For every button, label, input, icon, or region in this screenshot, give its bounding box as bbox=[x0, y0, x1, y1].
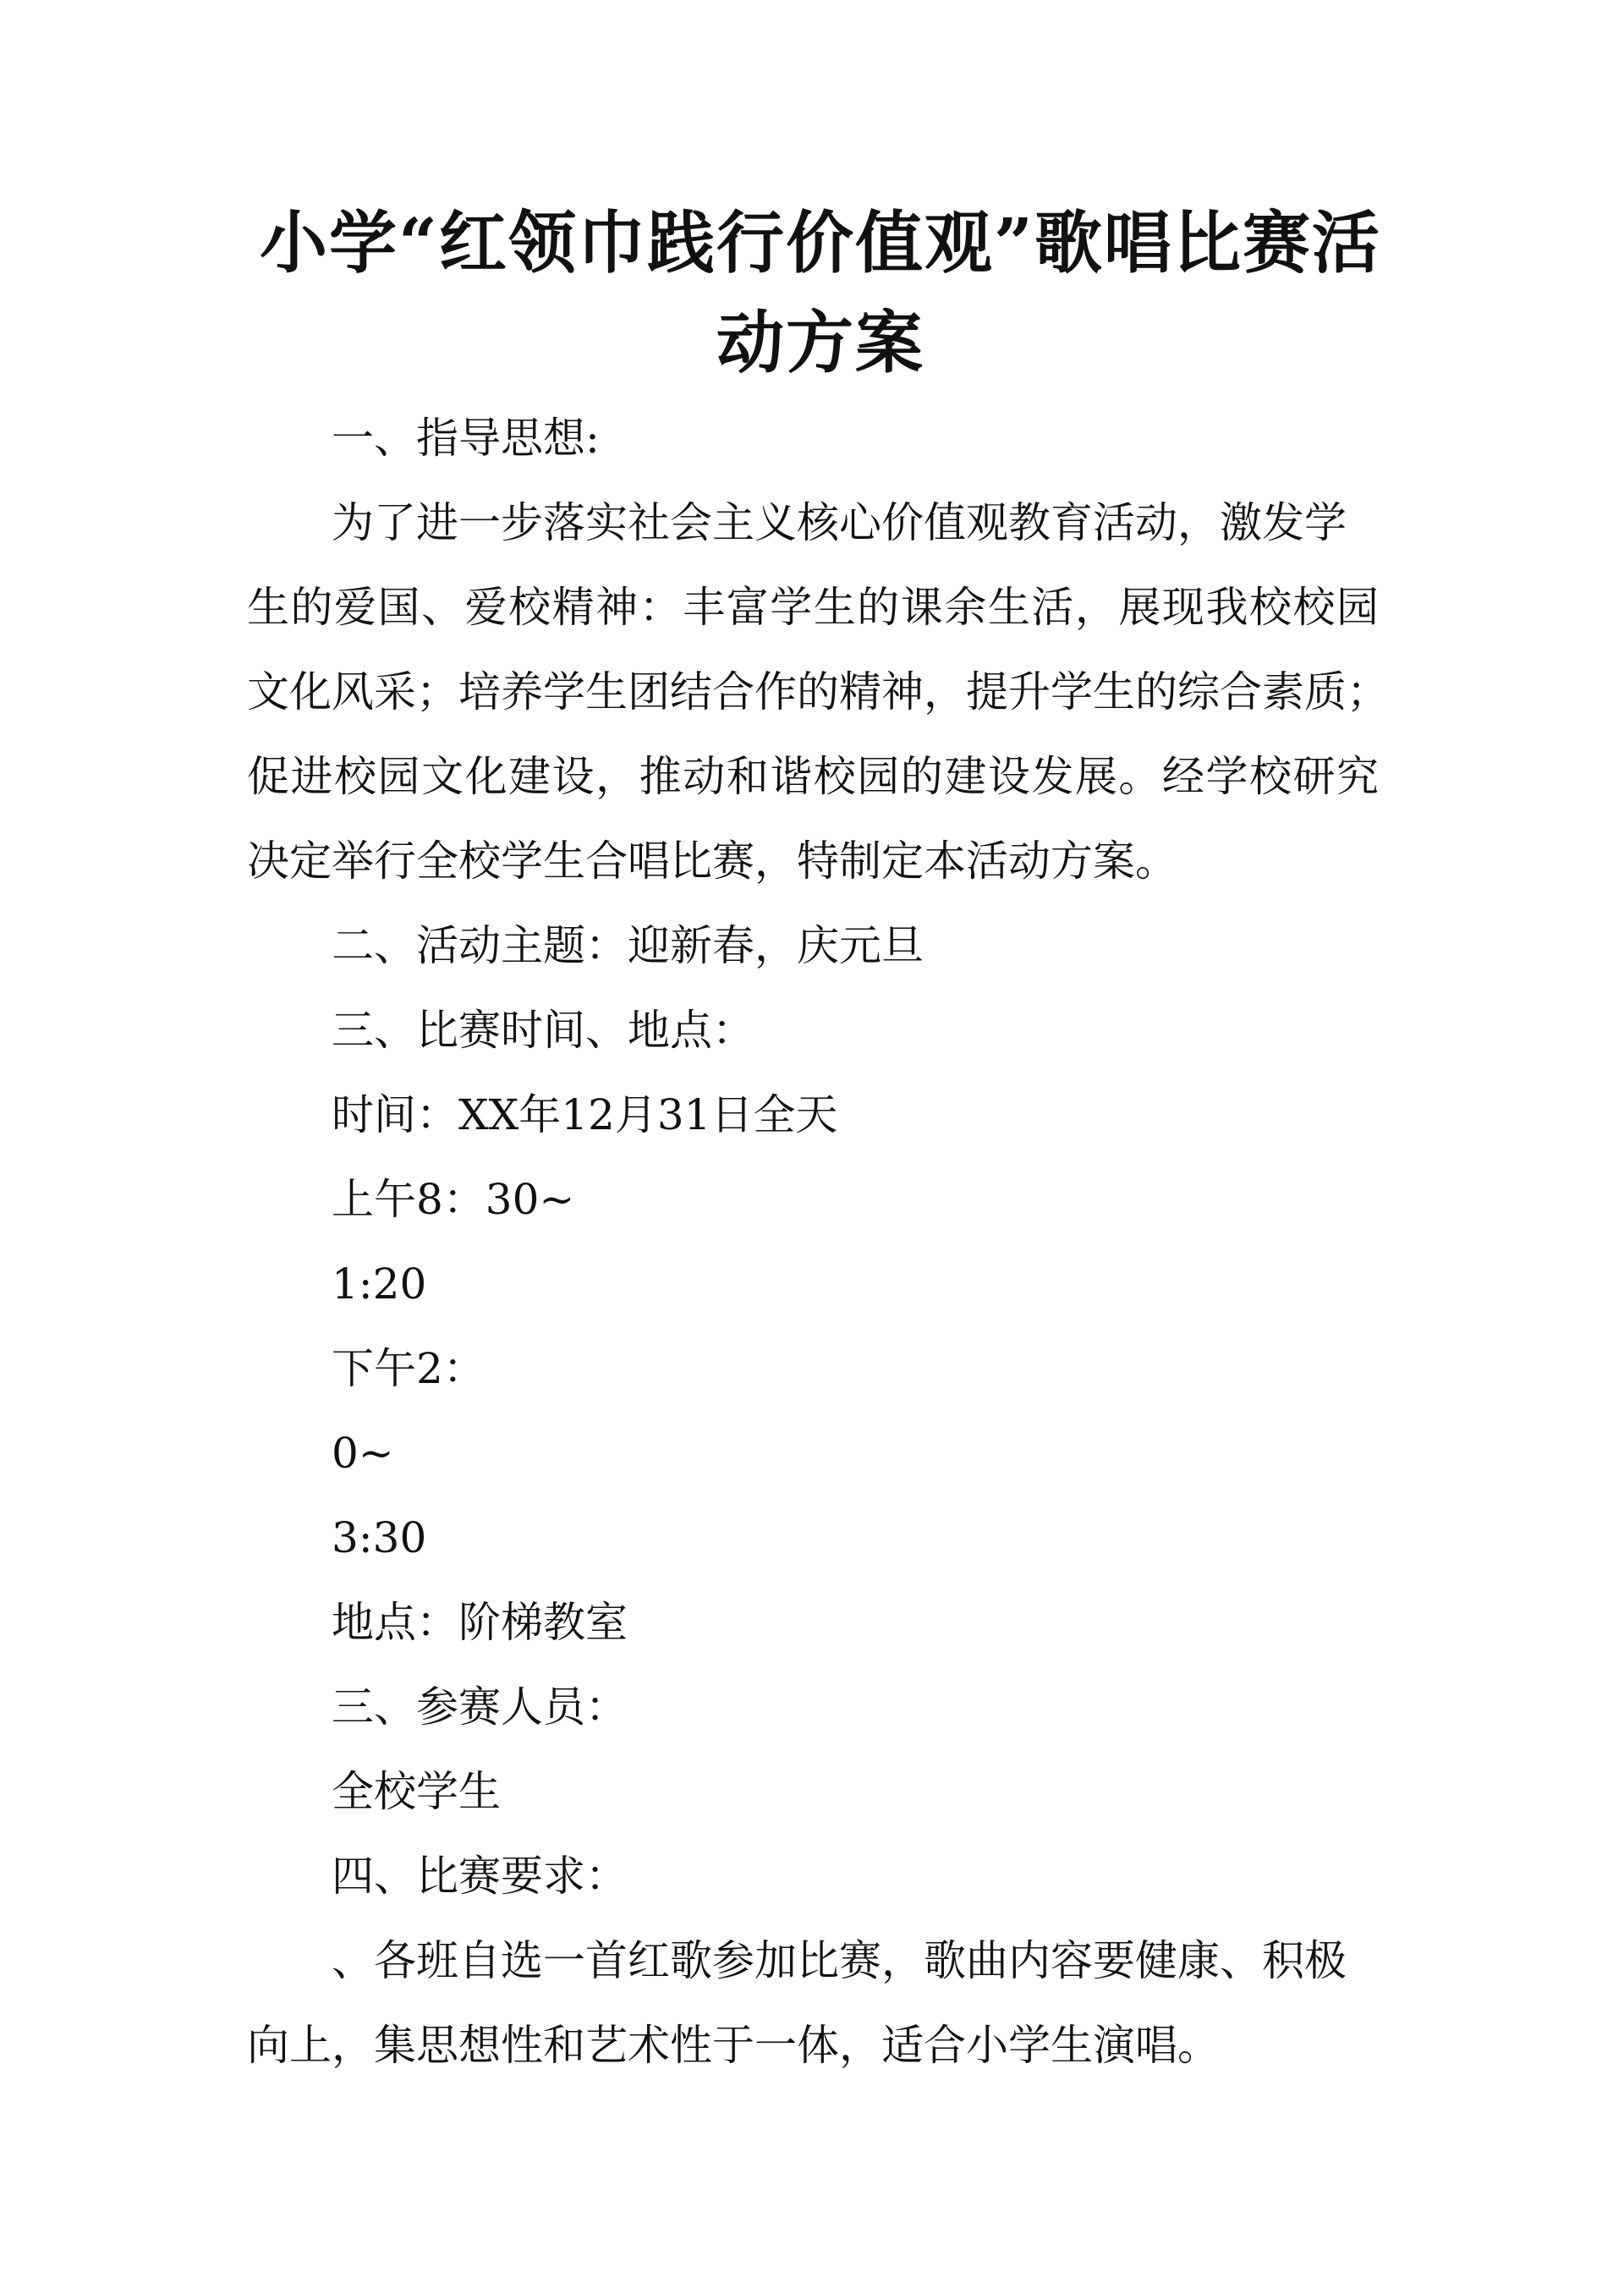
location-line: 地点：阶梯教室 bbox=[332, 1598, 628, 1647]
section-heading-guiding-thought: 一、指导思想: bbox=[332, 414, 600, 463]
paragraph-line: 生的爱国、爱校精神：丰富学生的课余生活，展现我校校园 bbox=[247, 583, 1379, 632]
paragraph-line: 、各班自选一首红歌参加比赛，歌曲内容要健康、积极 bbox=[332, 1936, 1347, 1985]
afternoon-start-line: 下午2： bbox=[332, 1344, 486, 1393]
section-heading-theme: 二、活动主题：迎新春，庆元旦 bbox=[332, 921, 924, 970]
morning-end-line: 1:20 bbox=[332, 1260, 427, 1309]
time-line: 时间：XX年12月31日全天 bbox=[332, 1090, 838, 1139]
paragraph-line: 文化风采；培养学生团结合作的精神，提升学生的综合素质； bbox=[247, 667, 1389, 716]
paragraph-line: 促进校园文化建设，推动和谐校园的建设发展。经学校研究 bbox=[247, 752, 1379, 801]
document-title: 小学“红领巾践行价值观”歌唱比赛活动方案 bbox=[259, 203, 1382, 382]
section-heading-time-place: 三、比赛时间、地点： bbox=[332, 1006, 754, 1055]
afternoon-start-minute-line: 0~ bbox=[332, 1429, 394, 1478]
participants-line: 全校学生 bbox=[332, 1767, 501, 1816]
paragraph-line: 决定举行全校学生合唱比赛，特制定本活动方案。 bbox=[247, 837, 1177, 886]
section-heading-requirements: 四、比赛要求： bbox=[332, 1852, 628, 1901]
afternoon-end-line: 3:30 bbox=[332, 1513, 427, 1562]
paragraph-line: 为了进一步落实社会主义核心价值观教育活动，激发学 bbox=[332, 498, 1347, 547]
morning-start-line: 上午8：30~ bbox=[332, 1175, 575, 1224]
paragraph-line: 向上，集思想性和艺术性于一体，适合小学生演唱。 bbox=[247, 2021, 1220, 2070]
section-heading-participants: 三、参赛人员： bbox=[332, 1682, 628, 1731]
